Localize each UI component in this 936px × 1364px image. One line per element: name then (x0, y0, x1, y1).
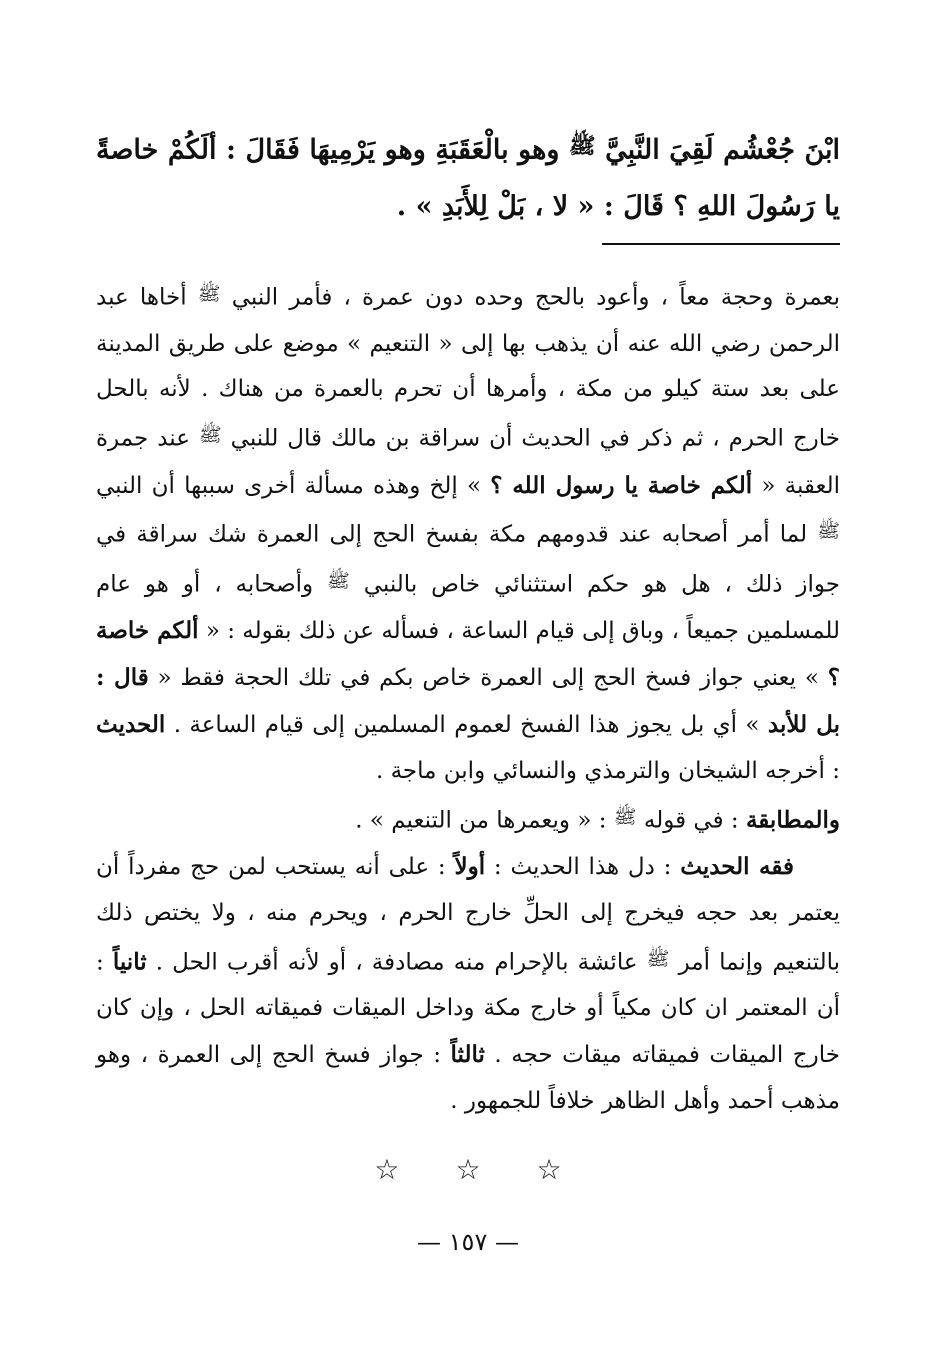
text-segment: : جواز فسخ الحج إلى العمرة ، وهو مذهب أحمد وأهل الظاهر خلافاً للجمهور . (96, 1041, 840, 1114)
bold-quote: قال : بل للأبد (96, 664, 840, 738)
bold-term: فقه الحديث (680, 853, 794, 881)
honorific-glyph: ﷺ (646, 947, 670, 970)
honorific-glyph: ﷺ (327, 569, 350, 592)
honorific-glyph: ﷺ (568, 133, 596, 159)
star-icon: ☆ (374, 1153, 400, 1186)
bold-term: والمطابقة (745, 806, 840, 834)
bold-quote: ألكم خاصة ؟ (96, 617, 840, 692)
commentary-paragraph-2 (96, 795, 840, 845)
honorific-glyph: ﷺ (197, 283, 221, 305)
bold-term: ثالثاً (450, 1040, 485, 1068)
footnote-divider (602, 243, 840, 245)
honorific-glyph: ﷺ (198, 424, 222, 447)
text-segment: عائشة بالإحرام منه مصادفة ، أو لأنه أقرب الحل . (146, 949, 647, 976)
text-segment: » يعني جواز فسخ الحج إلى العمرة خاص بكم في تلك الحجة فقط « (148, 665, 828, 692)
bold-term: ثانياً (112, 948, 147, 976)
page-number: — ١٥٧ — (417, 1228, 519, 1256)
hadith-text-segment: ابْنَ جُعْشُم لَقِيَ النَّبِيَّ (595, 134, 841, 166)
bold-quote: ألكم خاصة يا رسول الله ؟ (490, 471, 753, 499)
honorific-glyph: ﷺ (613, 805, 637, 828)
hadith-paragraph (96, 118, 840, 235)
star-icon: ☆ (536, 1153, 562, 1186)
bold-term: الحديث (96, 710, 166, 738)
text-segment: عند جمرة العقبة « (96, 425, 841, 499)
text-segment: لما أمر أصحابه عند قدومهم مكة بفسخ الحج إلى العمرة شك سراقة في جواز ذلك ، هل هو حكم استثنائي خاص بالنبي (96, 522, 840, 598)
text-segment: » إلخ وهذه مسألة أخرى سببها أن النبي (96, 472, 491, 499)
commentary-paragraph-1 (96, 272, 840, 795)
text-segment: : أخرجه الشيخان والترمذي والنسائي وابن ماجة . (375, 757, 840, 784)
commentary-paragraph-3 (96, 844, 840, 1124)
hadith-text-segment: وهو بالْعَقَبَةِ وهو يَرْمِيهَا فَقَالَ : ألَكُمْ خاصةً يا رَسُولَ اللهِ ؟ قَالَ : « لا ، بَلْ لِلأَبَدِ » . (96, 134, 840, 222)
honorific-glyph: ﷺ (817, 520, 840, 543)
commentary-text (96, 272, 840, 1125)
text-segment: : أن المعتمر ان كان مكياً أو خارج مكة وداخل الميقات فميقاته الحل ، وإن كان خارج الميقات فميقاته ميقات حجه . (96, 949, 840, 1068)
text-segment: وأصحابه ، أو هو عام للمسلمين جميعاً ، وباق إلى قيام الساعة ، فسأله عن ذلك بقوله : « (96, 571, 840, 645)
text-segment: : دل هذا الحديث : (485, 854, 681, 881)
text-segment: : « ويعمرها من التنعيم » . (355, 807, 614, 834)
text-segment: : في قوله (636, 807, 746, 834)
text-segment: » أي بل يجوز هذا الفسخ لعموم المسلمين إلى قيام الساعة . (165, 711, 768, 738)
text-segment: أخاها عبد الرحمن رضي الله عنه أن يذهب بها إلى « التنعيم » موضع على طريق المدينة على بعد ستة كيلو من مكة ، وأمرها أن تحرم بالعمرة من هناك . لأنه بالحل خارج الحرم ، ثم ذكر في الحديث أن سراقة بن مالك قال للنبي (96, 284, 840, 452)
text-segment: بعمرة وحجة معاً ، وأعود بالحج وحده دون عمرة ، فأمر النبي (220, 284, 840, 311)
text-segment: : على أنه يستحب لمن حج مفرداً أن يعتمر بعد حجه فيخرج إلى الحلِّ خارج الحرم ، ويحرم منه ، ولا يختص ذلك بالتنعيم وإنما أمر (96, 854, 841, 976)
bold-term: أولاً (454, 853, 486, 881)
star-icon: ☆ (455, 1153, 481, 1186)
section-separator (0, 1150, 936, 1190)
hadith-text (96, 118, 840, 235)
